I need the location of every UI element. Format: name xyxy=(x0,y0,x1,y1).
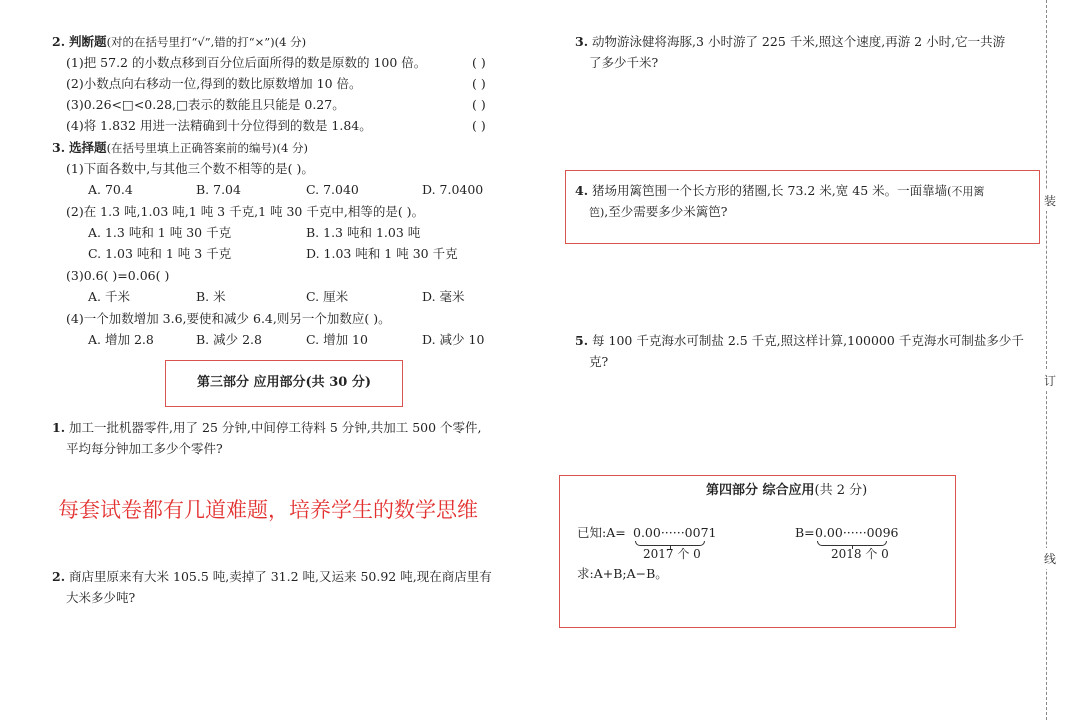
judge-item-3: (3)0.26<□<0.28,□表示的数能且只能是 0.27。 xyxy=(66,97,345,112)
promo-caption: 每套试卷都有几道难题，培养学生的数学思维 xyxy=(58,498,478,522)
judge-note: (对的在括号里打“√”,错的打“×”)(4 分) xyxy=(106,35,307,49)
choice-number: 3. xyxy=(52,140,66,155)
choice-q2-opt-d[interactable]: D. 1.03 吨和 1 吨 30 千克 xyxy=(306,246,458,261)
app-q3-line2: 了多少千米? xyxy=(589,55,659,70)
a-value: 0.00······0071 xyxy=(633,525,717,540)
choice-title: 选择题 xyxy=(69,140,107,155)
judge-item-4: (4)将 1.832 用进一法精确到十分位得到的数是 1.84。 xyxy=(66,118,372,133)
app-q1-line1 xyxy=(52,420,482,436)
choice-q4-opt-c[interactable]: C. 增加 10 xyxy=(306,332,368,347)
choice-q1-opt-a[interactable]: A. 70.4 xyxy=(88,182,133,197)
app-q3-line1 xyxy=(575,34,1005,50)
choice-q3: (3)0.6( )=0.06( ) xyxy=(66,268,170,283)
app-q5-number: 5. xyxy=(575,333,589,348)
choice-q1-opt-c[interactable]: C. 7.040 xyxy=(306,182,359,197)
part4-heading xyxy=(706,483,867,499)
choice-q3-opt-d[interactable]: D. 毫米 xyxy=(422,289,465,304)
app-q2-line1 xyxy=(52,569,492,585)
margin-char-zhuang: 装 xyxy=(1044,190,1056,211)
app-q5-text: 每 100 千克海水可制盐 2.5 千克,照这样计算,100000 千克海水可制盐多少千 xyxy=(592,333,1024,348)
choice-q4-opt-a[interactable]: A. 增加 2.8 xyxy=(88,332,154,347)
a-zeros-count: 2017 个 0 xyxy=(643,547,701,561)
app-q1-line2: 平均每分钟加工多少个零件? xyxy=(66,441,223,456)
app-q4-line2 xyxy=(589,204,727,221)
choice-q2: (2)在 1.3 吨,1.03 吨,1 吨 3 千克,1 吨 30 千克中,相等的是( )。 xyxy=(66,204,425,219)
app-q4-note: (不用篱 xyxy=(947,185,985,198)
judge-paren-1[interactable]: ( ) xyxy=(472,55,486,70)
app-q1-number: 1. xyxy=(52,420,66,435)
choice-q2-opt-c[interactable]: C. 1.03 吨和 1 吨 3 千克 xyxy=(88,246,232,261)
margin-char-xian: 线 xyxy=(1044,548,1056,569)
app-q2-number: 2. xyxy=(52,569,66,584)
app-q2-line2: 大米多少吨? xyxy=(66,590,136,605)
app-q4-text-end: ,至少需要多少米篱笆? xyxy=(604,204,728,219)
choice-q3-opt-a[interactable]: A. 千米 xyxy=(88,289,130,304)
judge-paren-2[interactable]: ( ) xyxy=(472,76,486,91)
choice-q1-opt-b[interactable]: B. 7.04 xyxy=(196,182,241,197)
judge-title: 判断题 xyxy=(69,34,107,49)
app-q1-text: 加工一批机器零件,用了 25 分钟,中间停工待料 5 分钟,共加工 500 个零件, xyxy=(69,420,482,435)
choice-q1: (1)下面各数中,与其他三个数不相等的是( )。 xyxy=(66,161,314,176)
choice-q4: (4)一个加数增加 3.6,要使和减少 6.4,则另一个加数应( )。 xyxy=(66,311,391,326)
b-value: 0.00······0096 xyxy=(815,525,899,540)
judge-paren-3[interactable]: ( ) xyxy=(472,97,486,112)
app-q5-line2: 克? xyxy=(589,354,609,369)
app-q3-number: 3. xyxy=(575,34,589,49)
app-q3-text: 动物游泳健将海豚,3 小时游了 225 千米,照这个速度,再游 2 小时,它一共游 xyxy=(592,34,1006,49)
judge-number: 2. xyxy=(52,34,66,49)
ask-text: 求:A+B;A−B。 xyxy=(577,566,668,581)
part3-heading: 第三部分 应用部分(共 30 分) xyxy=(197,375,371,390)
choice-q4-opt-b[interactable]: B. 减少 2.8 xyxy=(196,332,262,347)
known-label: 已知:A= xyxy=(577,525,626,540)
part4-score: (共 2 分) xyxy=(814,483,868,498)
judge-section-header xyxy=(52,34,306,50)
judge-item-2: (2)小数点向右移动一位,得到的数比原数增加 10 倍。 xyxy=(66,76,362,91)
part4-title: 第四部分 综合应用 xyxy=(706,483,815,498)
app-q5-line1 xyxy=(575,333,1024,349)
choice-q3-opt-b[interactable]: B. 米 xyxy=(196,289,226,304)
app-q2-text: 商店里原来有大米 105.5 吨,卖掉了 31.2 吨,又运来 50.92 吨,现在商店里有 xyxy=(69,569,492,584)
app-q4-text: 猪场用篱笆围一个长方形的猪圈,长 73.2 米,宽 45 米。一面靠墙 xyxy=(592,183,948,198)
choice-section-header xyxy=(52,140,308,156)
choice-q3-opt-c[interactable]: C. 厘米 xyxy=(306,289,349,304)
app-q4-number: 4. xyxy=(575,183,589,198)
binding-line xyxy=(1046,0,1047,720)
choice-q2-opt-b[interactable]: B. 1.3 吨和 1.03 吨 xyxy=(306,225,421,240)
margin-char-ding: 订 xyxy=(1044,370,1056,391)
choice-q1-opt-d[interactable]: D. 7.0400 xyxy=(422,182,484,197)
choice-q4-opt-d[interactable]: D. 减少 10 xyxy=(422,332,485,347)
b-label: B= xyxy=(795,525,815,540)
b-zeros-count: 2018 个 0 xyxy=(831,547,889,561)
app-q4-note-end: 笆) xyxy=(589,206,605,219)
judge-paren-4[interactable]: ( ) xyxy=(472,118,486,133)
app-q4-line1 xyxy=(575,183,984,200)
judge-item-1: (1)把 57.2 的小数点移到百分位后面所得的数是原数的 100 倍。 xyxy=(66,55,427,70)
choice-q2-opt-a[interactable]: A. 1.3 吨和 1 吨 30 千克 xyxy=(88,225,232,240)
choice-note: (在括号里填上正确答案前的编号)(4 分) xyxy=(106,141,308,155)
